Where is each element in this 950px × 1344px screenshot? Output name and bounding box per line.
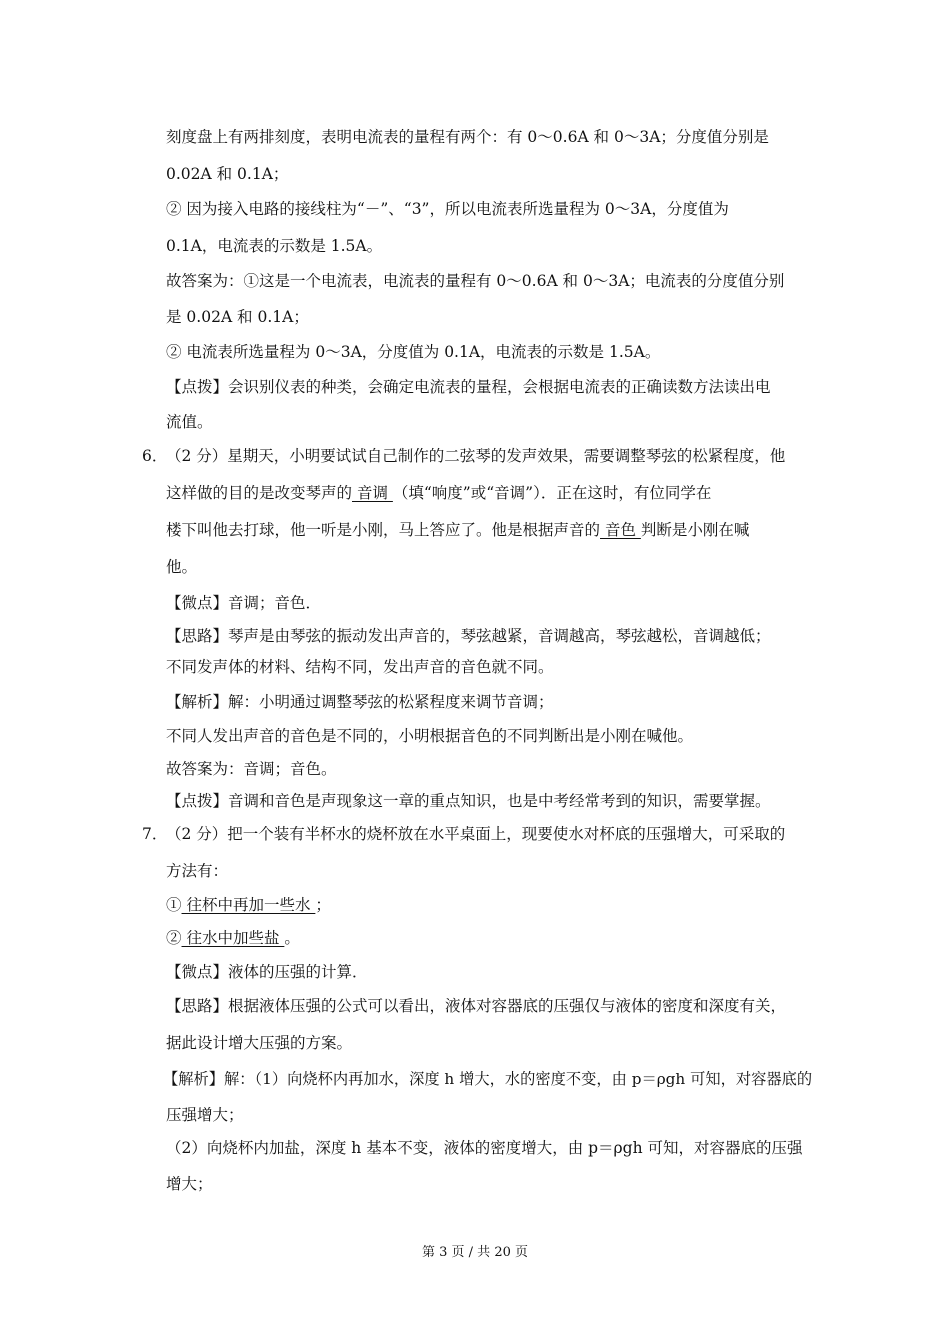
text-line: 故答案为：①这是一个电流表，电流表的量程有 0～0.6A 和 0～3A；电流表的分度值分别 [166,272,785,290]
text-line: ② 因为接入电路的接线柱为“－”、“3”，所以电流表所选量程为 0～3A，分度值为 [166,200,729,218]
question-text: （2 分）星期天，小明要试试自己制作的二弦琴的发声效果，需要调整琴弦的松紧程度，他 [166,447,786,465]
question-text: 这样做的目的是改变琴声的 音调 （填“响度”或“音调”）．正在这时，有位同学在 [166,484,712,502]
silu-line: 【思路】琴声是由琴弦的振动发出声音的，琴弦越紧，音调越高，琴弦越松，音调越低； [166,627,771,645]
weidian-line: 【微点】液体的压强的计算． [166,963,368,981]
text-line: 【点拨】会识别仪表的种类，会确定电流表的量程，会根据电流表的正确读数方法读出电 [166,378,771,396]
jiexi-line: 【解析】解：小明通过调整琴弦的松紧程度来调节音调； [166,693,554,711]
silu-line: 据此设计增大压强的方案。 [166,1034,353,1052]
text-line: 流值。 [166,413,213,431]
answer-option: ② 往水中加些盐 。 [166,929,300,947]
text-line: 0.1A，电流表的示数是 1.5A。 [166,237,383,255]
text-line: 0.02A 和 0.1A； [166,165,289,183]
text-line: ② 电流表所选量程为 0～3A，分度值为 0.1A，电流表的示数是 1.5A。 [166,343,661,361]
jiexi-line: 增大； [166,1175,213,1193]
text-line: 刻度盘上有两排刻度，表明电流表的量程有两个：有 0～0.6A 和 0～3A；分度值分别是 [166,128,769,146]
weidian-line: 【微点】音调；音色． [166,594,322,612]
answer-blank: 音色 [600,521,641,539]
answer-line: 故答案为：音调；音色。 [166,760,337,778]
jiexi-line: 不同人发出声音的音色是不同的，小明根据音色的不同判断出是小刚在喊他。 [166,727,694,745]
answer-option: ① 往杯中再加一些水 ； [166,896,331,914]
question-text: 楼下叫他去打球，他一听是小刚，马上答应了。他是根据声音的 音色 判断是小刚在喊 [166,521,750,539]
text-line: 是 0.02A 和 0.1A； [166,308,309,326]
silu-line: 不同发声体的材料、结构不同，发出声音的音色就不同。 [166,658,554,676]
question-number: 6． [142,447,168,465]
page-footer: 第 3 页 / 共 20 页 [422,1245,528,1260]
question-text: （2 分）把一个装有半杯水的烧杯放在水平桌面上，现要使水对杯底的压强增大，可采取的 [166,825,786,843]
question-number: 7． [142,825,168,843]
silu-line: 【思路】根据液体压强的公式可以看出，液体对容器底的压强仅与液体的密度和深度有关， [166,997,787,1015]
question-text: 方法有： [166,862,229,880]
dianbo-line: 【点拨】音调和音色是声现象这一章的重点知识，也是中考经常考到的知识，需要掌握。 [166,792,771,810]
jiexi-line: 【解析】解：（1）向烧杯内再加水，深度 h 增大，水的密度不变，由 p＝ρgh 可知，对容器底的 [163,1070,813,1088]
answer-blank: 往杯中再加一些水 [181,896,316,914]
answer-blank: 音调 [352,484,393,502]
jiexi-line: 压强增大； [166,1106,244,1124]
jiexi-line: （2）向烧杯内加盐，深度 h 基本不变，液体的密度增大，由 p＝ρgh 可知，对容器底的压强 [166,1139,803,1157]
question-text: 他。 [166,558,198,576]
answer-blank: 往水中加些盐 [181,929,285,947]
